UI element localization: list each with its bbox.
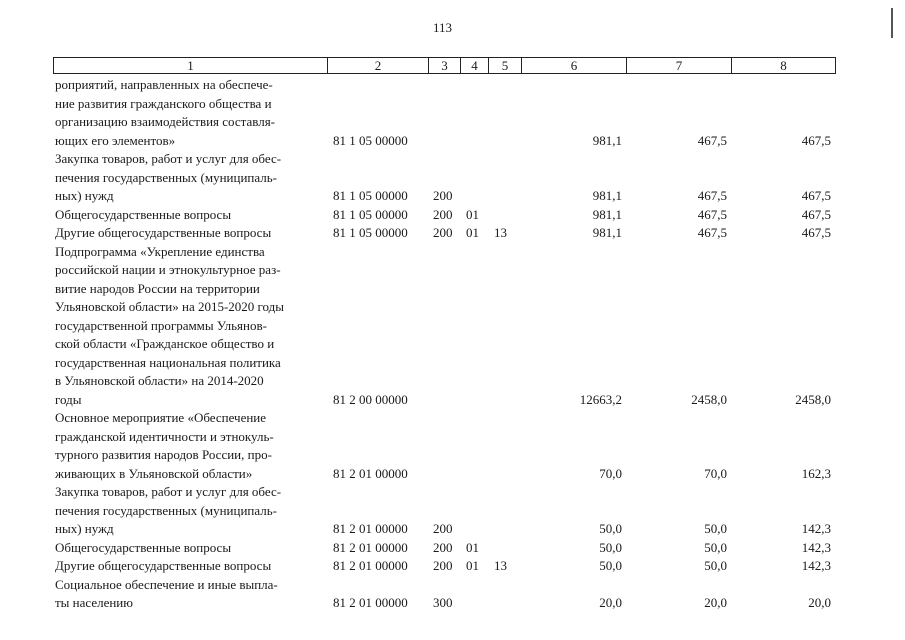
row-col-4: 01 (466, 225, 479, 240)
row-value-6: 981,1 (592, 132, 622, 148)
description-line: роприятий, направленных на обеспече- (55, 77, 273, 92)
row-description (55, 539, 330, 558)
description-line: организацию взаимодействия составля- (55, 114, 276, 129)
row-value-7: 2458,0 (691, 391, 727, 407)
description-line: Основное мероприятие «Обеспечение (55, 410, 267, 425)
table-header (53, 57, 905, 73)
header-col-6: 6 (521, 57, 626, 74)
margin-bar (891, 8, 893, 38)
row-col-4: 01 (466, 539, 479, 555)
description-line: живающих в Ульяновской области» (55, 465, 253, 481)
header-col-1: 1 (53, 57, 327, 74)
description-line: Закупка товаров, работ и услуг для обес- (55, 151, 282, 166)
row-col-3: 200 (433, 206, 453, 222)
description-line: Закупка товаров, работ и услуг для обес- (55, 484, 282, 499)
row-value-6: 50,0 (599, 521, 622, 536)
row-value-8: 467,5 (801, 206, 831, 222)
row-code: 81 1 05 00000 (333, 225, 408, 240)
header-col-3: 3 (428, 57, 460, 74)
description-line: годы (55, 391, 82, 407)
row-value-7: 467,5 (697, 132, 727, 148)
row-value-8: 2458,0 (795, 391, 831, 407)
header-col-4: 4 (460, 57, 488, 74)
description-line: ты населению (55, 595, 133, 610)
row-code: 81 1 05 00000 (333, 132, 408, 148)
row-value-7: 467,5 (697, 225, 727, 240)
row-col-5: 13 (494, 558, 507, 573)
row-value-8: 142,3 (801, 521, 831, 536)
row-code: 81 2 01 00000 (333, 521, 408, 536)
description-line: ных) нужд (55, 188, 114, 203)
header-col-2: 2 (327, 57, 428, 74)
row-code: 81 2 01 00000 (333, 558, 408, 573)
table-row (0, 206, 905, 225)
row-value-8: 142,3 (801, 539, 831, 555)
row-col-5: 13 (494, 225, 507, 240)
table-row (0, 243, 905, 410)
row-value-7: 50,0 (704, 539, 727, 555)
row-value-6: 70,0 (599, 465, 622, 481)
row-description (55, 483, 330, 539)
description-line: гражданской идентичности и этнокуль- (55, 428, 274, 444)
row-value-8: 467,5 (801, 132, 831, 148)
description-line: ных) нужд (55, 521, 114, 536)
row-description (55, 243, 330, 410)
description-line: турного развития народов России, про- (55, 447, 272, 462)
description-line: Другие общегосударственные вопросы (55, 558, 272, 573)
row-code: 81 2 01 00000 (333, 465, 408, 481)
header-col-8: 8 (731, 57, 836, 74)
row-value-6: 981,1 (592, 225, 622, 240)
row-value-7: 467,5 (697, 188, 727, 203)
description-line: ющих его элементов» (55, 132, 176, 148)
row-description (55, 150, 330, 206)
row-value-8: 142,3 (801, 558, 831, 573)
row-code: 81 1 05 00000 (333, 188, 408, 203)
header-col-7: 7 (626, 57, 731, 74)
description-line: ской области «Гражданское общество и (55, 336, 275, 351)
description-line: Ульяновской области» на 2015-2020 годы (55, 299, 285, 314)
table-row (0, 539, 905, 558)
page-number: 113 (433, 20, 453, 35)
row-description (55, 409, 330, 483)
table-row (0, 483, 905, 539)
description-line: печения государственных (муниципаль- (55, 169, 278, 185)
table-row (0, 557, 905, 576)
table-row (0, 150, 905, 206)
row-col-3: 200 (433, 521, 453, 536)
row-value-7: 20,0 (704, 595, 727, 610)
description-line: государственная национальная политика (55, 354, 281, 370)
row-col-3: 200 (433, 188, 453, 203)
row-value-7: 467,5 (697, 206, 727, 222)
row-description (55, 557, 330, 576)
description-line: российской нации и этнокультурное раз- (55, 262, 281, 277)
row-code: 81 2 00 00000 (333, 391, 408, 407)
header-col-5: 5 (488, 57, 521, 74)
description-line: Общегосударственные вопросы (55, 206, 232, 222)
row-col-4: 01 (466, 206, 479, 222)
table-row (0, 76, 905, 150)
row-value-7: 50,0 (704, 521, 727, 536)
row-code: 81 2 01 00000 (333, 595, 408, 610)
row-value-8: 20,0 (808, 595, 831, 610)
table-row (0, 409, 905, 483)
row-col-3: 300 (433, 595, 453, 610)
row-value-6: 20,0 (599, 595, 622, 610)
row-value-6: 12663,2 (579, 391, 622, 407)
row-value-7: 50,0 (704, 558, 727, 573)
description-line: в Ульяновской области» на 2014-2020 (55, 373, 264, 388)
description-line: Другие общегосударственные вопросы (55, 225, 272, 240)
description-line: Общегосударственные вопросы (55, 539, 232, 555)
table-row (0, 576, 905, 613)
row-value-7: 70,0 (704, 465, 727, 481)
row-col-3: 200 (433, 225, 453, 240)
row-value-6: 981,1 (592, 206, 622, 222)
description-line: витие народов России на территории (55, 280, 260, 296)
row-code: 81 1 05 00000 (333, 206, 408, 222)
row-value-6: 981,1 (592, 188, 622, 203)
row-description (55, 224, 330, 243)
row-description (55, 206, 330, 225)
description-line: государственной программы Ульянов- (55, 317, 267, 333)
row-value-8: 467,5 (801, 188, 831, 203)
row-col-3: 200 (433, 558, 453, 573)
row-value-8: 467,5 (801, 225, 831, 240)
description-line: печения государственных (муниципаль- (55, 502, 278, 518)
row-value-6: 50,0 (599, 558, 622, 573)
description-line: Социальное обеспечение и иные выпла- (55, 576, 278, 592)
row-value-6: 50,0 (599, 539, 622, 555)
row-code: 81 2 01 00000 (333, 539, 408, 555)
row-col-4: 01 (466, 558, 479, 573)
description-line: ние развития гражданского общества и (55, 95, 272, 111)
row-description (55, 76, 330, 150)
row-col-3: 200 (433, 539, 453, 555)
table-row (0, 224, 905, 243)
description-line: Подпрограмма «Укрепление единства (55, 243, 265, 259)
row-description (55, 576, 330, 613)
row-value-8: 162,3 (801, 465, 831, 481)
